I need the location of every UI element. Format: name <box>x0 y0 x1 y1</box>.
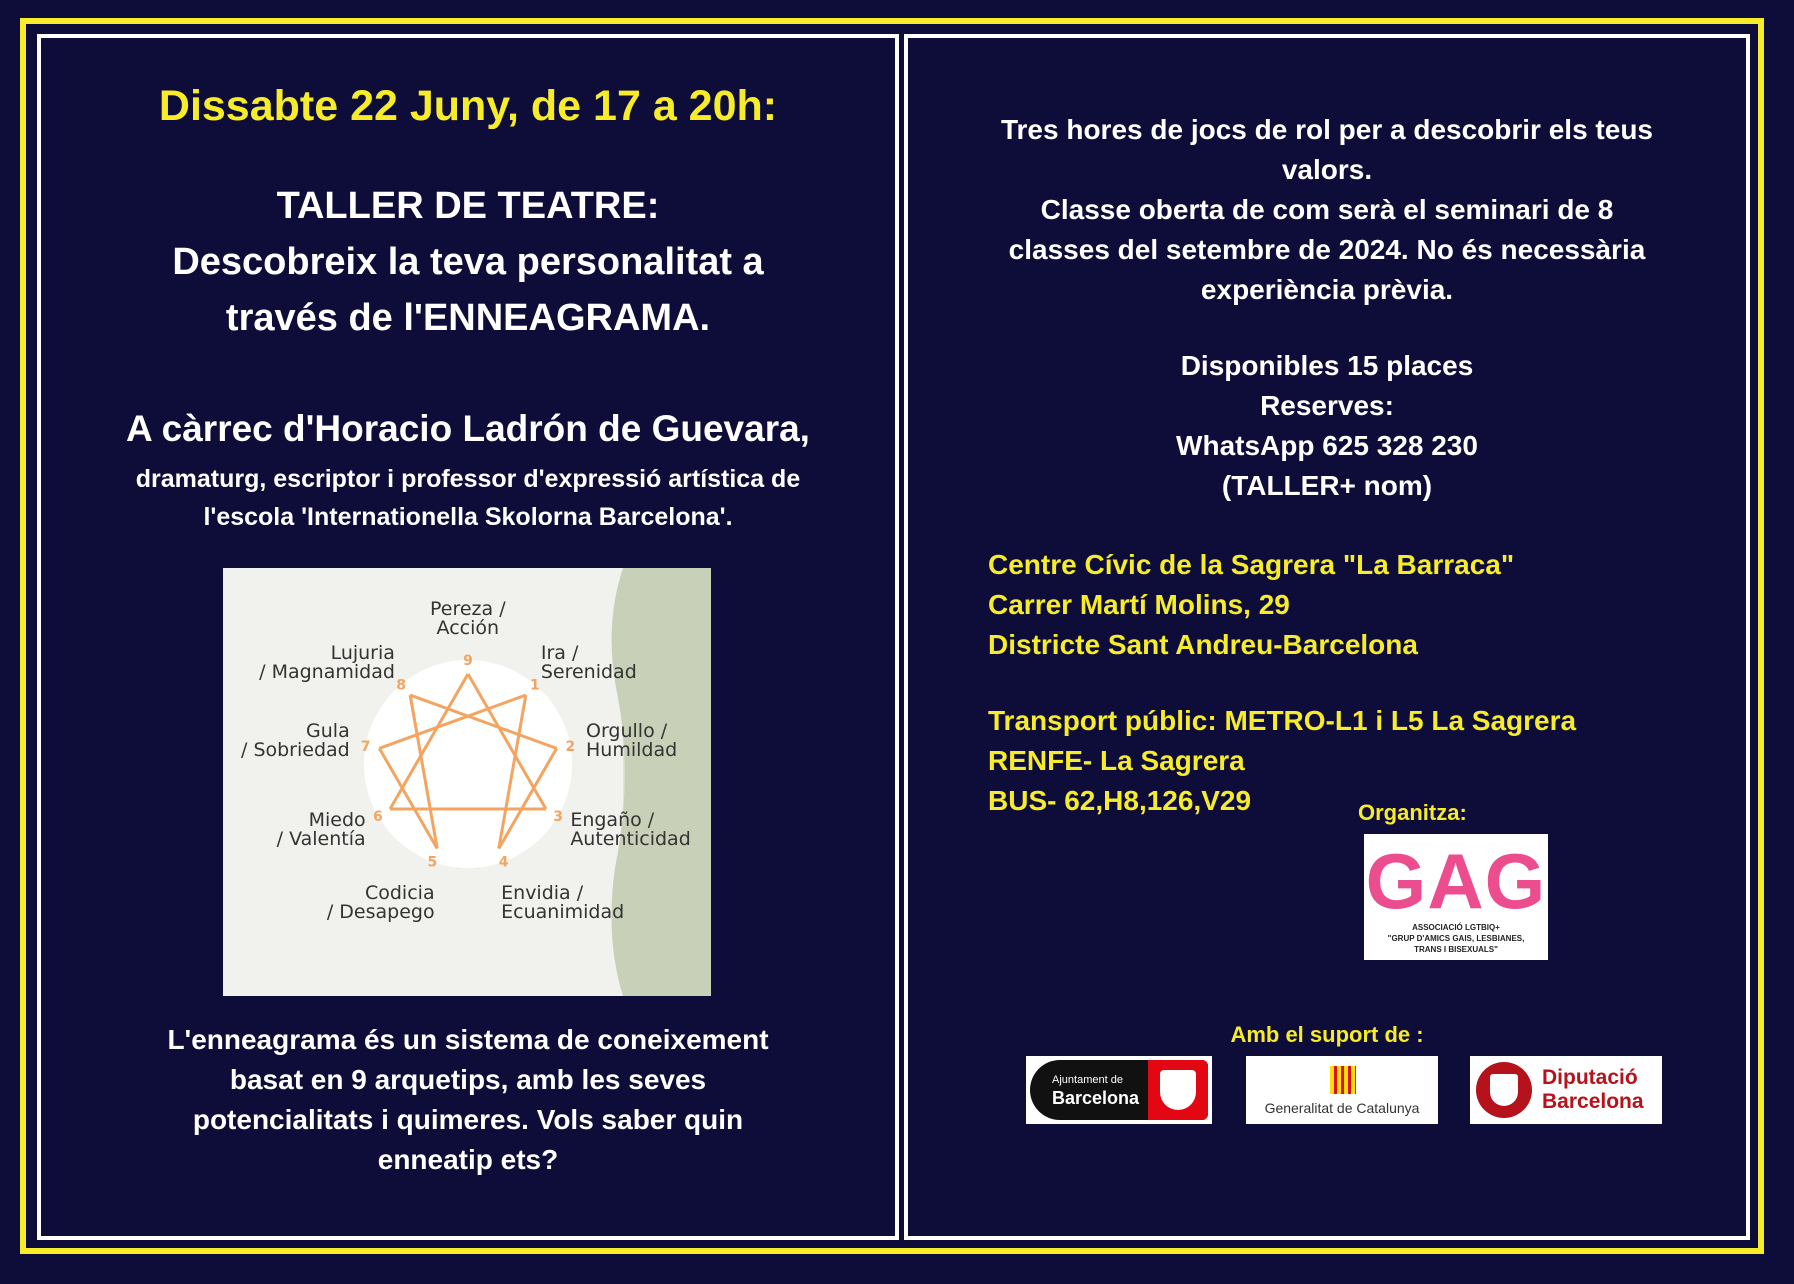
enneagram-number: 9 <box>463 653 473 669</box>
left-panel <box>37 34 899 1240</box>
description <box>41 1020 895 1180</box>
facilitator-bio-line: l'escola 'Internationella Skolorna Barcelona'. <box>203 503 733 531</box>
venue-address: Carrer Martí Molins, 29 <box>988 589 1290 620</box>
ajuntament-logo-badge <box>1030 1060 1208 1120</box>
date-title: Dissabte 22 Juny, de 17 a 20h: <box>158 82 778 130</box>
venue-info <box>988 545 1708 665</box>
diputacio-seal-icon <box>1476 1062 1532 1118</box>
enneagram-side-shape <box>611 568 711 996</box>
places-available: Disponibles 15 places <box>1180 350 1474 381</box>
intro-line: experiència prèvia. <box>1200 274 1454 305</box>
description-line: L'enneagrama és un sistema de coneixement <box>167 1024 769 1055</box>
enneagram-number: 1 <box>529 677 540 694</box>
workshop-title-line: TALLER DE TEATRE: <box>276 185 660 227</box>
gag-logo <box>1364 834 1548 960</box>
booking-format: (TALLER+ nom) <box>1221 470 1433 501</box>
enneagram-label: Envidia / Ecuanimidad <box>501 882 625 924</box>
generalitat-logo-text: Generalitat de Catalunya <box>1264 1100 1420 1116</box>
booking-info <box>908 346 1746 506</box>
enneagram-number: 5 <box>427 854 438 871</box>
support-label: Amb el suport de : <box>1230 1022 1424 1047</box>
reservations-label: Reserves: <box>1260 390 1394 421</box>
gag-logo-text: GAG <box>1365 837 1547 925</box>
gag-logo-subtitle <box>1374 922 1538 955</box>
intro-line: classes del setembre de 2024. No és necessària <box>1008 234 1646 265</box>
enneagram-number: 3 <box>553 809 563 825</box>
enneagram-image <box>223 568 711 996</box>
description-line: enneatip ets? <box>377 1144 559 1175</box>
venue-district: Districte Sant Andreu-Barcelona <box>988 629 1418 660</box>
gag-subtitle-line: "GRUP D'AMICS GAIS, LESBIANES, <box>1387 934 1525 943</box>
enneagram-label: Gula / Sobriedad <box>241 720 350 762</box>
enneagram-number: 6 <box>373 809 383 825</box>
diputacio-logo-text <box>1542 1066 1644 1114</box>
enneagram-number: 7 <box>360 738 371 755</box>
intro-text <box>908 110 1746 310</box>
enneagram-number: 4 <box>498 854 509 871</box>
diputacio-barcelona-logo <box>1470 1056 1662 1124</box>
enneagram-number: 8 <box>396 677 407 694</box>
enneagram-label: Orgullo / Humildad <box>585 720 678 762</box>
whatsapp-number: WhatsApp 625 328 230 <box>1176 430 1478 461</box>
transport-info <box>988 701 1708 821</box>
enneagram-label: Miedo / Valentía <box>276 809 366 850</box>
barcelona-shield-icon <box>1148 1060 1208 1120</box>
ajuntament-barcelona-logo <box>1026 1056 1212 1124</box>
enneagram-label: Pereza / Acción <box>430 598 506 639</box>
venue-name: Centre Cívic de la Sagrera "La Barraca" <box>988 549 1515 580</box>
facilitator-bio <box>41 460 895 536</box>
gag-subtitle-line: ASSOCIACIÓ LGTBIQ+ <box>1412 923 1500 932</box>
right-panel <box>904 34 1750 1240</box>
enneagram-label: Engaño / Autenticidad <box>570 809 691 850</box>
intro-line: Tres hores de jocs de rol per a descobrir els teus <box>1000 114 1654 145</box>
facilitator-bio-line: dramaturg, escriptor i professor d'expressió artística de <box>135 465 801 493</box>
description-line: basat en 9 arquetips, amb les seves <box>229 1064 707 1095</box>
transport-bus: BUS- 62,H8,126,V29 <box>988 785 1252 816</box>
intro-line: Classe oberta de com serà el seminari de 8 <box>1040 194 1614 225</box>
enneagram-label: Ira / Serenidad <box>540 641 637 683</box>
diputacio-logo-line: Diputació <box>1542 1066 1638 1089</box>
transport-metro: Transport públic: METRO-L1 i L5 La Sagrera <box>988 705 1577 736</box>
workshop-title <box>41 178 895 346</box>
gag-subtitle-line: TRANS I BISEXUALS" <box>1414 945 1498 954</box>
diputacio-logo-line: Barcelona <box>1542 1090 1644 1113</box>
organizer-label: Organitza: <box>1358 800 1467 825</box>
catalonia-flag-icon <box>1330 1066 1356 1094</box>
workshop-title-line: través de l'ENNEAGRAMA. <box>225 297 711 339</box>
workshop-title-line: Descobreix la teva personalitat a <box>172 241 764 283</box>
description-line: potencialitats i quimeres. Vols saber quin <box>192 1104 744 1135</box>
enneagram-label: Codicia / Desapego <box>326 882 435 924</box>
ajuntament-logo-small-text: Ajuntament de <box>1052 1074 1123 1086</box>
transport-renfe: RENFE- La Sagrera <box>988 745 1245 776</box>
enneagram-label: Lujuria / Magnamidad <box>259 641 395 683</box>
enneagram-number: 2 <box>565 738 576 755</box>
enneagram-circle <box>364 660 572 868</box>
intro-line: valors. <box>1281 154 1373 185</box>
generalitat-catalunya-logo <box>1246 1056 1438 1124</box>
ajuntament-logo-big-text: Barcelona <box>1052 1088 1140 1108</box>
facilitator-name: A càrrec d'Horacio Ladrón de Guevara, <box>126 408 810 449</box>
